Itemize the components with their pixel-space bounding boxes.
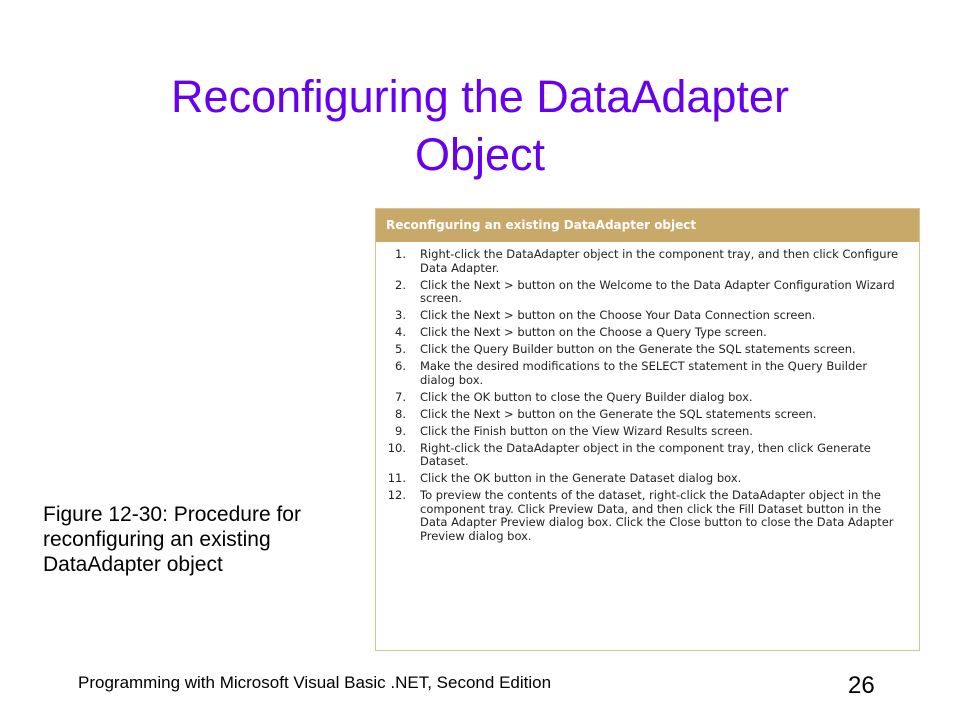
- step-number: 2.: [395, 277, 406, 292]
- step-text: Click the Next > button on the Generate the SQL statements screen.: [420, 406, 817, 421]
- procedure-panel-header: Reconfiguring an existing DataAdapter object: [376, 209, 919, 242]
- step-text: Click the Next > button on the Choose a Query Type screen.: [420, 325, 767, 339]
- procedure-step: [376, 309, 919, 323]
- procedure-step: [376, 391, 919, 405]
- procedure-step: [376, 489, 919, 543]
- procedure-panel: [375, 208, 920, 651]
- page-number: 26: [848, 672, 875, 699]
- step-number: 10.: [387, 440, 406, 455]
- step-number: 11.: [387, 471, 406, 485]
- procedure-step: [376, 425, 919, 439]
- procedure-step: [376, 472, 919, 486]
- slide-title: [80, 68, 880, 184]
- procedure-step: [376, 360, 919, 387]
- footer-book-title: Programming with Microsoft Visual Basic .NET, Second Edition: [78, 673, 552, 692]
- step-number: 4.: [395, 325, 406, 339]
- procedure-steps-list: [376, 242, 919, 543]
- procedure-step: [376, 442, 919, 469]
- step-number: 7.: [395, 389, 406, 404]
- procedure-step: [376, 343, 919, 357]
- procedure-step: [376, 408, 919, 422]
- step-text: Click the Next > button on the Welcome to the Data Adapter Configuration Wizard screen.: [420, 277, 895, 305]
- step-number: 8.: [395, 406, 406, 421]
- figure-caption: Figure 12-30: Procedure for reconfiguring an existing DataAdapter object: [43, 503, 301, 576]
- step-text: To preview the contents of the dataset, right-click the DataAdapter object in the component tray. Click Preview Data, and then click the Fill Dataset button in the Data Adapter Preview dialog box. Click the Close button to close the Data Adapter Preview dialog box.: [420, 488, 894, 543]
- procedure-step: [376, 248, 919, 275]
- step-text: Right-click the DataAdapter object in the component tray, then click Generate Dataset.: [420, 440, 871, 468]
- step-number: 3.: [395, 308, 406, 322]
- step-text: Right-click the DataAdapter object in the component tray, and then click Configure Data Adapter.: [420, 247, 899, 275]
- step-text: Click the Query Builder button on the Generate the SQL statements screen.: [420, 342, 856, 356]
- step-text: Click the OK button to close the Query Builder dialog box.: [420, 389, 753, 404]
- slide-title-line-1: Reconfiguring the DataAdapter: [171, 71, 789, 122]
- step-text: Click the Finish button on the View Wizard Results screen.: [420, 423, 753, 438]
- step-number: 6.: [395, 359, 406, 373]
- procedure-step: [376, 326, 919, 340]
- step-text: Click the OK button in the Generate Dataset dialog box.: [420, 471, 742, 485]
- step-number: 1.: [395, 247, 406, 261]
- slide-title-line-2: Object: [414, 129, 546, 180]
- step-text: Make the desired modifications to the SELECT statement in the Query Builder dialog box.: [420, 359, 868, 387]
- step-text: Click the Next > button on the Choose Your Data Connection screen.: [420, 308, 816, 322]
- step-number: 12.: [387, 488, 406, 502]
- step-number: 5.: [395, 342, 406, 356]
- step-number: 9.: [395, 423, 406, 438]
- procedure-step: [376, 279, 919, 306]
